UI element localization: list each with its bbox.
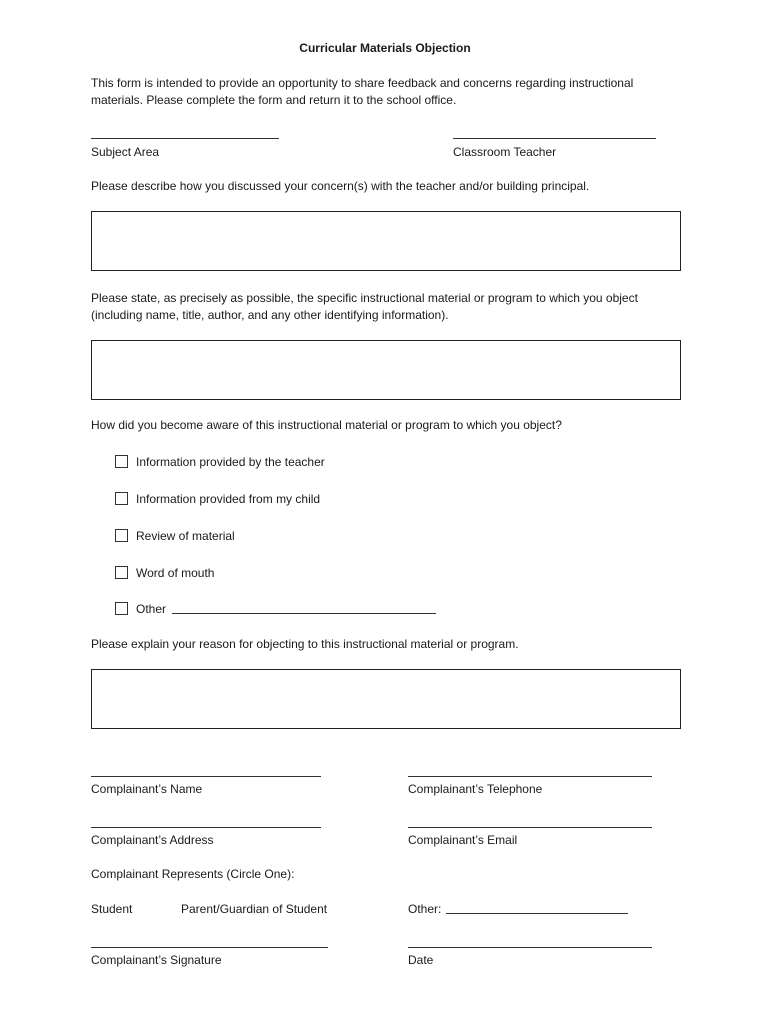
checkbox-word-of-mouth[interactable] <box>115 566 128 579</box>
represents-student[interactable]: Student <box>91 902 133 916</box>
form-title: Curricular Materials Objection <box>299 41 471 55</box>
option-other-label: Other <box>136 602 167 616</box>
complainant-telephone-label: Complainant’s Telephone <box>408 782 543 796</box>
represents-other-line[interactable] <box>446 913 628 914</box>
checkbox-teacher[interactable] <box>115 455 128 468</box>
reason-textbox[interactable] <box>91 669 681 729</box>
option-teacher-label: Information provided by the teacher <box>136 455 325 469</box>
option-other-line[interactable] <box>172 613 436 614</box>
checkbox-review[interactable] <box>115 529 128 542</box>
date-line[interactable] <box>408 947 652 948</box>
signature-line[interactable] <box>91 947 328 948</box>
option-word-of-mouth-label: Word of mouth <box>136 566 215 580</box>
option-child-label: Information provided from my child <box>136 492 321 506</box>
subject-area-label: Subject Area <box>91 145 160 159</box>
complainant-name-line[interactable] <box>91 776 321 777</box>
question-discussion: Please describe how you discussed your concern(s) with the teacher and/or building principal. <box>91 179 590 193</box>
represents-other-label: Other: <box>408 902 442 916</box>
complainant-email-line[interactable] <box>408 827 652 828</box>
option-review-label: Review of material <box>136 529 235 543</box>
checkbox-child[interactable] <box>115 492 128 505</box>
subject-area-line[interactable] <box>91 138 279 139</box>
question-reason: Please explain your reason for objecting to this instructional material or program. <box>91 637 519 651</box>
complainant-address-label: Complainant’s Address <box>91 833 214 847</box>
complainant-email-label: Complainant’s Email <box>408 833 518 847</box>
date-label: Date <box>408 953 434 967</box>
classroom-teacher-line[interactable] <box>453 138 656 139</box>
signature-label: Complainant’s Signature <box>91 953 222 967</box>
question-awareness: How did you become aware of this instructional material or program to which you object? <box>91 418 562 432</box>
represents-parent-guardian[interactable]: Parent/Guardian of Student <box>181 902 328 916</box>
classroom-teacher-label: Classroom Teacher <box>453 145 557 159</box>
checkbox-other[interactable] <box>115 602 128 615</box>
question-material: Please state, as precisely as possible, the specific instructional material or program to which you object (including name, title, author, and any other identifying information). <box>91 291 638 322</box>
represents-label: Complainant Represents (Circle One): <box>91 867 295 881</box>
complainant-address-line[interactable] <box>91 827 321 828</box>
intro-text: This form is intended to provide an opportunity to share feedback and concerns regarding instructional materials. Please complete the form and return it to the school office. <box>91 76 634 107</box>
complainant-name-label: Complainant’s Name <box>91 782 203 796</box>
discussion-textbox[interactable] <box>91 211 681 271</box>
complainant-telephone-line[interactable] <box>408 776 652 777</box>
material-textbox[interactable] <box>91 340 681 400</box>
